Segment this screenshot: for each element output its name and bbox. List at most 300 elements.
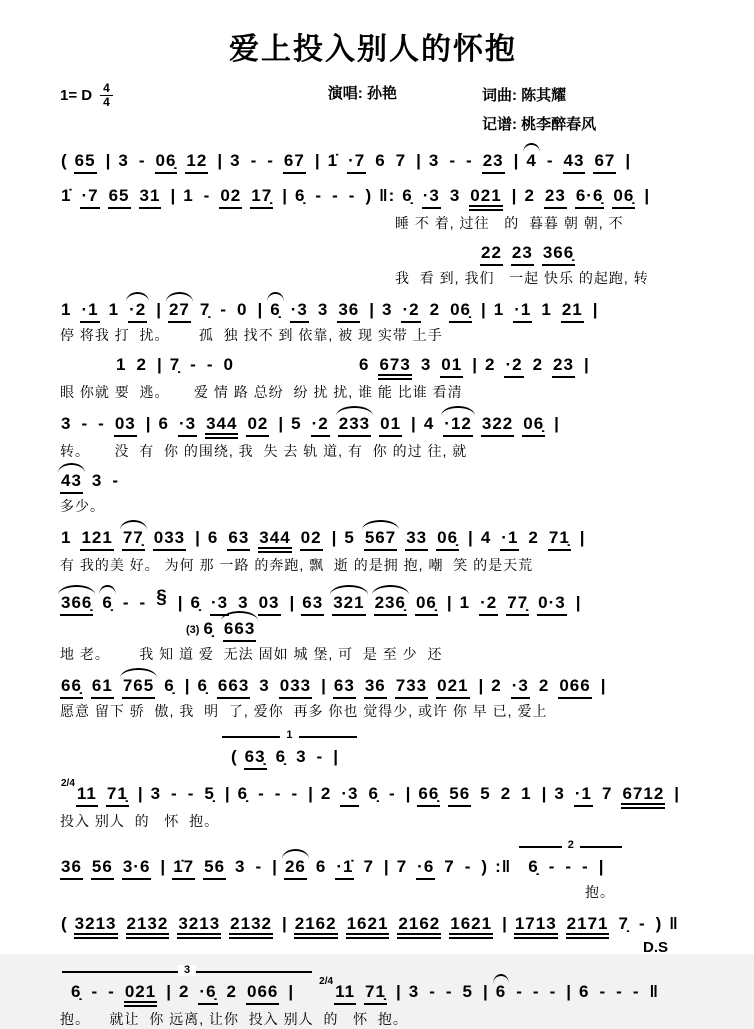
music-token: 6̣ (101, 590, 113, 614)
music-token: 2132 (229, 911, 273, 939)
music-token: ·2 (504, 352, 523, 378)
music-token: 6̣ (402, 186, 413, 205)
music-token: ·2 (311, 411, 330, 437)
music-token: 3 (238, 593, 249, 612)
lyric-line-2: 我 看 到, 我们 一起 快乐 的起跑, 转 (395, 270, 649, 286)
music-token: 2 (178, 982, 190, 1001)
music-token: 033 (279, 673, 312, 699)
music-token: 6̣ (275, 747, 287, 766)
music-token: - (274, 784, 282, 803)
music-token: 2 (320, 784, 332, 803)
music-token: | (446, 593, 453, 612)
music-token: | (600, 676, 607, 695)
music-token: 6 (358, 355, 370, 374)
music-token: 36 (337, 297, 360, 323)
notation-credit: 记谱: 桃李醉春风 (481, 115, 597, 133)
music-token: | (625, 151, 632, 170)
music-token: | (480, 300, 487, 319)
music-token: - (548, 857, 556, 876)
music-token: - (429, 982, 436, 1001)
music-token: ·3 (340, 781, 359, 807)
music-token: 6 (158, 414, 169, 433)
meter-numerator: 4 (103, 81, 110, 95)
music-token: 7 (444, 857, 455, 876)
music-token: 63̣ (244, 744, 267, 770)
music-token: - (139, 593, 147, 612)
music-token: 1̇7 (172, 854, 195, 880)
music-token: - (267, 151, 274, 170)
music-token: 1 (493, 300, 505, 319)
music-token: - (316, 747, 324, 766)
time-signature (100, 82, 113, 109)
music-line-second-voice-1 (480, 240, 726, 266)
music-token: 06̣ (612, 183, 635, 209)
music-token: 6̣ (269, 297, 281, 321)
music-token: | (278, 414, 285, 433)
music-line-volta-1 (220, 730, 726, 770)
music-token: 1 (108, 300, 120, 319)
music-token: - (582, 857, 589, 876)
music-token: | (282, 186, 288, 205)
music-token: 0 (223, 355, 234, 374)
music-token: ‖ (669, 914, 679, 933)
music-token: ·2 (401, 297, 420, 323)
music-token: 066 (558, 673, 591, 699)
music-token: | (137, 784, 144, 803)
lyric-line-4: 眼 你就 要 逃。 爱 情 路 总纷 纷 扰 扰, 谁 能 比谁 看清 (60, 384, 463, 400)
music-token: 71̣ (106, 781, 129, 807)
music-token: 7 (396, 857, 408, 876)
music-token: ·7 (347, 148, 366, 174)
music-token: ) (655, 914, 663, 933)
music-token: 1 (459, 593, 471, 612)
music-token: 3 (449, 186, 461, 205)
music-token: 11 (76, 781, 98, 807)
music-token: 02 (300, 525, 323, 551)
music-token: 6̣ (528, 857, 539, 876)
music-line-4b-second-voice (60, 468, 726, 494)
music-token: 6 (579, 982, 590, 1001)
music-token: ) (481, 857, 489, 876)
music-token: 2132 (126, 911, 170, 939)
music-token: ·1̇ (335, 854, 354, 880)
lyric-line-10: 投入 别人 的 怀 抱。 (60, 813, 220, 829)
music-token: ·7 (80, 183, 99, 209)
music-token: 06̣ (415, 590, 438, 616)
music-token: - (638, 914, 646, 933)
music-token: 344 (205, 411, 238, 439)
music-token: | (166, 982, 172, 1001)
music-token: 67 (593, 148, 616, 174)
music-token: - (108, 982, 115, 1001)
lyric-line-6: 多少。 (60, 498, 105, 514)
music-token: 06̣ (522, 411, 545, 437)
music-token: | (598, 857, 605, 876)
music-token: 6̣ (197, 676, 208, 695)
music-token: 02 (219, 183, 242, 209)
music-token: | (513, 151, 520, 170)
music-token: 77̣ (506, 590, 529, 616)
music-token: 2/4 (319, 976, 334, 987)
music-token: | (177, 593, 184, 612)
music-token: | (170, 186, 177, 205)
music-line-6b-second-voice (185, 616, 726, 642)
music-token: 11 (334, 979, 356, 1005)
music-token: | (483, 982, 489, 1001)
music-token: 765 (122, 673, 155, 699)
music-token: 36 (60, 854, 83, 880)
music-token: - (255, 857, 263, 876)
music-token: | (541, 784, 548, 803)
music-token: 2 (528, 528, 539, 547)
music-token: - (112, 471, 120, 490)
music-token: - (616, 982, 623, 1001)
music-token: 12 (185, 148, 208, 174)
music-token: - (171, 784, 178, 803)
music-token: ·1 (513, 297, 532, 323)
music-token: 1621 (449, 911, 493, 939)
music-token: - (332, 186, 339, 205)
music-token: - (565, 857, 573, 876)
music-line-intro-1 (60, 148, 726, 174)
music-token: 021 (436, 673, 469, 699)
music-token: | (314, 151, 321, 170)
music-token: | (554, 414, 560, 433)
music-token: - (203, 186, 211, 205)
lyric-line-3: 停 将我 打 扰。 孤 独 找不 到 依靠, 被 现 实带 上手 (60, 327, 443, 343)
music-token: 366̣ (60, 590, 93, 616)
music-token: ( (61, 151, 68, 170)
song-title: 爱上投入别人的怀抱 (229, 33, 517, 66)
lyric-line-5: 转。 没 有 你 的围绕, 我 失 去 轨 道, 有 你 的过 往, 就 (60, 443, 468, 459)
volta-bracket-3 (62, 971, 312, 1007)
music-token: 6 (207, 528, 219, 547)
music-token: 673 (378, 352, 411, 380)
music-token: 31 (139, 183, 162, 209)
music-token: 01 (379, 411, 402, 437)
music-token: - (449, 151, 457, 170)
music-token: 26 (284, 854, 307, 880)
music-token: - (250, 151, 258, 170)
music-token: 7 (363, 857, 374, 876)
music-token: 3 (420, 355, 432, 374)
music-token: 66̣ (60, 673, 83, 699)
music-token: 03 (114, 411, 137, 437)
music-token: | (472, 355, 478, 374)
music-token: 3 (296, 747, 307, 766)
music-token: ·2 (479, 590, 498, 616)
music-token: 3 (382, 300, 393, 319)
music-line-7 (60, 673, 726, 699)
music-token: 021 (469, 183, 502, 211)
music-token: 03 (258, 590, 281, 616)
music-token: 3 (61, 414, 72, 433)
music-token: | (405, 784, 412, 803)
music-token: 2 (500, 784, 512, 803)
music-token: 344 (258, 525, 291, 553)
music-token: 2 (532, 355, 544, 374)
music-token: 23 (482, 148, 505, 174)
music-token: 6 (315, 857, 327, 876)
music-token: 06̣ (449, 297, 472, 323)
music-token: 3213 (74, 911, 118, 939)
music-token: 0 (237, 300, 248, 319)
music-token: ( (61, 914, 68, 933)
lyric-line-8: 地 老。 我 知 道 爱 无法 固如 城 堡, 可 是 至 少 还 (60, 646, 443, 662)
music-token: 36 (364, 673, 387, 699)
music-token: 56 (91, 854, 114, 880)
music-token: 6̣ (203, 619, 214, 638)
lyric-line-9: 愿意 留下 骄 傲, 我 明 了, 爱你 再多 你也 觉得少, 或许 你 早 已, 爱上 (60, 703, 548, 719)
music-token: | (395, 982, 402, 1001)
music-token: 7 (601, 784, 613, 803)
music-token: ·2 (128, 297, 147, 323)
music-token: 63 (333, 673, 356, 699)
music-token: 56 (448, 781, 471, 807)
music-token: 663 (223, 616, 256, 642)
dal-segno-mark: D.S (642, 939, 668, 956)
music-token: ‖: (379, 186, 396, 205)
music-line-5 (60, 525, 726, 553)
music-token: - (291, 784, 299, 803)
music-token: 33 (405, 525, 428, 551)
music-gap (243, 363, 350, 370)
music-token: | (184, 676, 191, 695)
music-token: 3 (91, 471, 103, 490)
music-token: ) (365, 186, 373, 205)
music-token: 066 (246, 979, 279, 1005)
music-token: | (592, 300, 599, 319)
music-line-ending (60, 965, 726, 1007)
music-token: | (511, 186, 518, 205)
music-token: | (105, 151, 112, 170)
music-line-9 (60, 840, 726, 880)
music-token: ·3 (178, 411, 197, 437)
music-token: 5 (480, 784, 491, 803)
music-token: 2 (226, 982, 238, 1001)
music-token: - (464, 857, 472, 876)
music-token: - (532, 982, 540, 1001)
music-token: | (195, 528, 201, 547)
music-token: 6̣ (237, 784, 249, 803)
music-token: 567 (364, 525, 397, 551)
music-token: 23 (552, 352, 575, 378)
music-line-4 (60, 411, 726, 439)
music-line-8 (60, 775, 726, 809)
music-line-3b-second-voice (115, 352, 726, 380)
music-token: 6712 (621, 781, 665, 809)
music-token: 71̣ (548, 525, 571, 551)
music-token: 6·6̣ (575, 183, 605, 209)
music-token: :‖ (495, 857, 512, 876)
music-token: 6̣ (294, 186, 306, 205)
music-token: 3 (554, 784, 565, 803)
music-token: 6̣ (164, 676, 175, 695)
music-token: 17̣ (250, 183, 273, 209)
music-token: 5 (344, 528, 355, 547)
music-token: - (81, 414, 89, 433)
music-token: 65 (74, 148, 97, 174)
music-token: | (321, 676, 327, 695)
music-token: | (224, 784, 231, 803)
credits-column (482, 82, 596, 139)
music-token: - (122, 593, 130, 612)
music-token: | (369, 300, 375, 319)
music-token: - (98, 414, 105, 433)
music-token: 1 (61, 528, 72, 547)
music-token: 7̣ (618, 914, 629, 933)
music-token: 3 (428, 151, 440, 170)
music-token: ·3 (422, 183, 441, 209)
music-line-6 (60, 584, 726, 616)
music-token: | (411, 414, 417, 433)
music-token: § (156, 587, 168, 608)
music-token: 6 (375, 151, 386, 170)
music-token: | (272, 857, 278, 876)
music-token: ·1 (80, 297, 99, 323)
lyric-line-12: 抱。 就让 你 远离, 让你 投入 别人 的 怀 抱。 (60, 1011, 408, 1027)
music-token: ·3 (290, 297, 309, 323)
music-token: 033 (153, 525, 186, 551)
music-token: 366̣ (542, 240, 575, 266)
music-token: 1713 (514, 911, 558, 939)
music-token: 3·6 (122, 854, 152, 880)
music-token: 06̣ (155, 148, 178, 174)
music-token: - (220, 300, 228, 319)
music-token: 321 (332, 590, 365, 616)
music-token: 6̣ (368, 784, 379, 803)
music-token: - (632, 982, 640, 1001)
music-token: | (583, 355, 590, 374)
music-token: | (644, 186, 651, 205)
music-token: | (575, 593, 582, 612)
music-token: | (257, 300, 264, 319)
music-token: - (466, 151, 473, 170)
music-token: 61 (91, 673, 114, 699)
music-line-coda (60, 911, 726, 939)
music-token: 21 (561, 297, 584, 323)
music-token: 43 (563, 148, 586, 174)
lyric-line-11: 抱。 (585, 884, 615, 900)
music-token: 56 (203, 854, 226, 880)
music-token: 23 (511, 240, 534, 266)
music-token: - (258, 784, 265, 803)
music-token: 23 (544, 183, 567, 209)
music-token: 121 (80, 525, 113, 551)
music-token: 4 (525, 148, 537, 172)
music-token: - (599, 982, 607, 1001)
music-token: 7 (395, 151, 407, 170)
music-token: 4 (423, 414, 435, 433)
music-token: | (566, 982, 573, 1001)
music-token: 3 (235, 857, 246, 876)
music-token: 233 (338, 411, 371, 437)
music-token: | (579, 528, 586, 547)
music-token: - (315, 186, 323, 205)
music-token: | (502, 914, 508, 933)
music-token: 1̇ (327, 151, 339, 170)
music-token: | (383, 857, 390, 876)
music-token: 7̣ (169, 355, 181, 374)
music-token: 2/4 (61, 778, 75, 789)
music-token: ·12 (443, 411, 473, 437)
music-token: 2 (484, 355, 496, 374)
music-token: 3 (408, 982, 420, 1001)
music-token: 2 (429, 300, 441, 319)
music-token: 6̣ (71, 982, 82, 1001)
music-token: | (674, 784, 681, 803)
music-token: 63 (227, 525, 250, 551)
music-token: 06̣ (436, 525, 459, 551)
music-token: 2 (538, 676, 550, 695)
music-token: 2162 (294, 911, 338, 939)
music-token: 2 (491, 676, 502, 695)
music-token: 7̣ (199, 300, 211, 319)
music-token: 5̣ (204, 784, 215, 803)
meta-row (60, 82, 726, 139)
music-token: ·3 (511, 673, 530, 699)
music-token: 1 (521, 784, 532, 803)
music-token: 1 (183, 186, 194, 205)
music-token: 663 (217, 673, 250, 699)
music-token: 1 (116, 355, 127, 374)
meter-denominator: 4 (100, 95, 113, 109)
music-token: 3 (118, 151, 129, 170)
music-token: 2171 (566, 911, 610, 939)
music-token: 43 (60, 468, 83, 494)
music-token: | (468, 528, 474, 547)
music-token: | (331, 528, 338, 547)
music-token: 02 (246, 411, 269, 437)
music-token: | (478, 676, 485, 695)
music-token: 65 (108, 183, 131, 209)
music-token: 733 (395, 673, 428, 699)
music-token: (3) (186, 624, 200, 636)
music-token: 5 (462, 982, 474, 1001)
music-token: 01 (440, 352, 463, 378)
music-token: 322 (481, 411, 514, 437)
music-token: 6̣ (190, 593, 201, 612)
music-token: 3 (259, 676, 270, 695)
music-token: 2162 (397, 911, 441, 939)
music-token: 2 (136, 355, 147, 374)
music-token: - (445, 982, 453, 1001)
music-token: 67 (283, 148, 306, 174)
music-token: ·3 (210, 590, 229, 616)
music-token: 0·3 (537, 590, 567, 616)
music-token: | (156, 300, 162, 319)
music-token: - (546, 151, 554, 170)
lyric-line-7: 有 我的美 好。 为何 那 一路 的奔跑, 飘 逝 的是拥 抱, 嘲 笑 的是天荒 (60, 557, 534, 573)
music-token: 66̣ (417, 781, 440, 807)
key-signature (60, 82, 113, 109)
music-token: 3 (317, 300, 329, 319)
music-token: | (281, 914, 288, 933)
music-token: 22 (480, 240, 503, 266)
music-token: 1621 (346, 911, 390, 939)
music-token: ·1 (574, 781, 593, 807)
music-token: | (308, 784, 314, 803)
music-token: | (145, 414, 152, 433)
music-line-intro-2 (60, 183, 726, 211)
music-token: 4 (480, 528, 492, 547)
music-token: - (138, 151, 146, 170)
music-token: - (206, 355, 214, 374)
music-token: ·6̣ (198, 979, 217, 1005)
music-token: | (217, 151, 224, 170)
music-token: ·1 (500, 525, 519, 551)
music-token: ( (231, 747, 238, 766)
